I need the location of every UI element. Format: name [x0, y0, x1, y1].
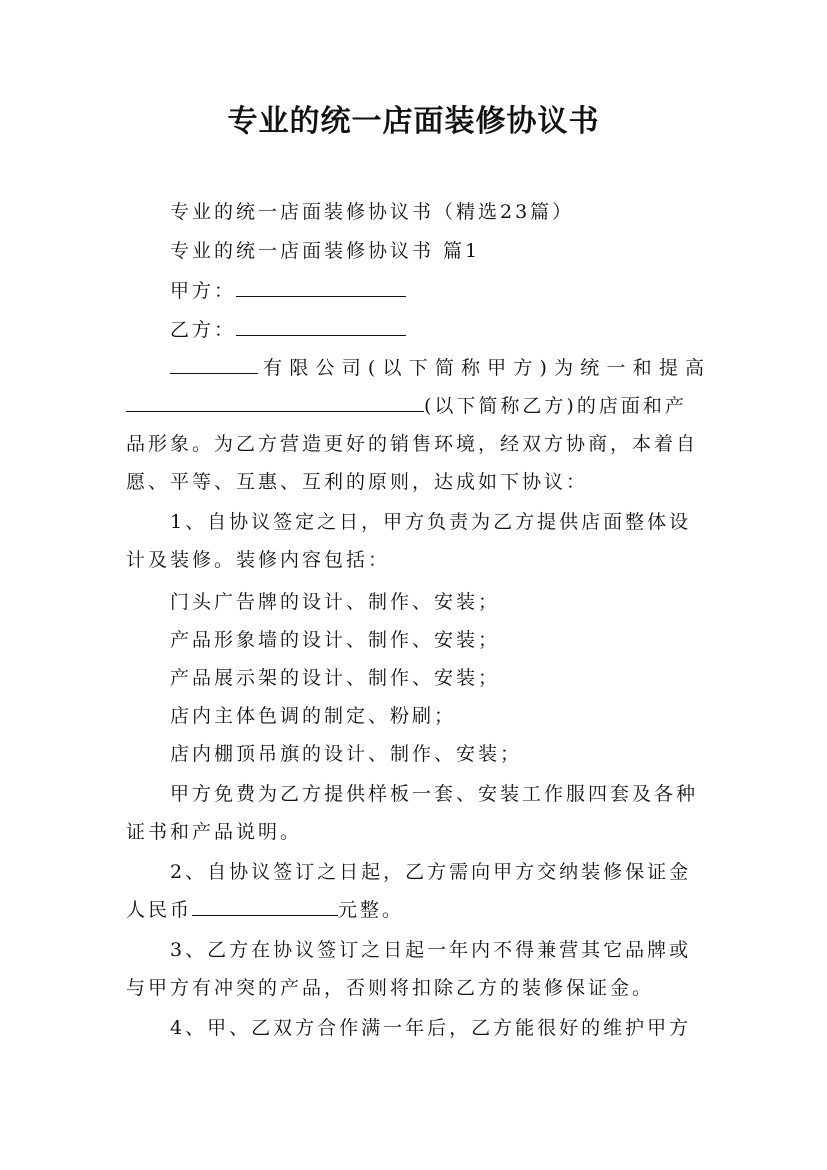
intro-line-1-text: 有限公司(以下简称甲方)为统一和提高	[258, 357, 706, 379]
party-b-blank	[236, 315, 406, 336]
collection-subtitle: 专业的统一店面装修协议书（精选23篇）	[170, 201, 575, 223]
clause-3-line-1: 3、乙方在协议签订之日起一年内不得兼营其它品牌或	[170, 939, 692, 961]
party-a-label: 甲方：	[170, 280, 237, 302]
list-item: 产品形象墙的设计、制作、安装；	[170, 629, 501, 651]
clause-2-line-1: 2、自协议签订之日起，乙方需向甲方交纳装修保证金	[170, 861, 692, 883]
list-item: 产品展示架的设计、制作、安装；	[170, 667, 501, 689]
deposit-amount-blank	[192, 895, 338, 916]
clause-1-line-2: 计及装修。装修内容包括：	[126, 549, 391, 571]
currency-label: 人民币	[126, 899, 193, 921]
part-subtitle: 专业的统一店面装修协议书 篇1	[170, 240, 481, 262]
clause-4-line-1: 4、甲、乙双方合作满一年后，乙方能很好的维护甲方	[170, 1017, 692, 1039]
document-title: 专业的统一店面装修协议书	[227, 104, 600, 139]
intro-line-4: 愿、平等、互惠、互利的原则，达成如下协议：	[126, 471, 589, 493]
list-item: 店内棚顶吊旗的设计、制作、安装；	[170, 743, 523, 765]
party-a-line	[126, 272, 706, 310]
intro-line-2-text: (以下简称乙方)的店面和产	[424, 395, 687, 417]
party-b-line	[126, 311, 706, 349]
list-item: 店内主体色调的制定、粉刷；	[170, 705, 457, 727]
party-b-name-blank	[126, 391, 424, 412]
intro-line-2	[126, 387, 706, 425]
clause-2-line-2	[126, 891, 706, 929]
list-item: 门头广告牌的设计、制作、安装；	[170, 591, 501, 613]
party-b-label: 乙方：	[170, 319, 237, 341]
amount-suffix: 元整。	[338, 899, 405, 921]
intro-line-3: 品形象。为乙方营造更好的销售环境，经双方协商，本着自	[126, 433, 699, 455]
clause-3-line-2: 与甲方有冲突的产品，否则将扣除乙方的装修保证金。	[126, 977, 655, 999]
clause-1-line-1: 1、自协议签定之日，甲方负责为乙方提供店面整体设	[170, 511, 692, 533]
intro-line-1	[126, 349, 706, 387]
company-name-blank	[170, 353, 258, 374]
party-a-blank	[236, 276, 406, 297]
free-provision-line-1: 甲方免费为乙方提供样板一套、安装工作服四套及各种	[170, 783, 699, 805]
free-provision-line-2: 证书和产品说明。	[126, 821, 303, 843]
